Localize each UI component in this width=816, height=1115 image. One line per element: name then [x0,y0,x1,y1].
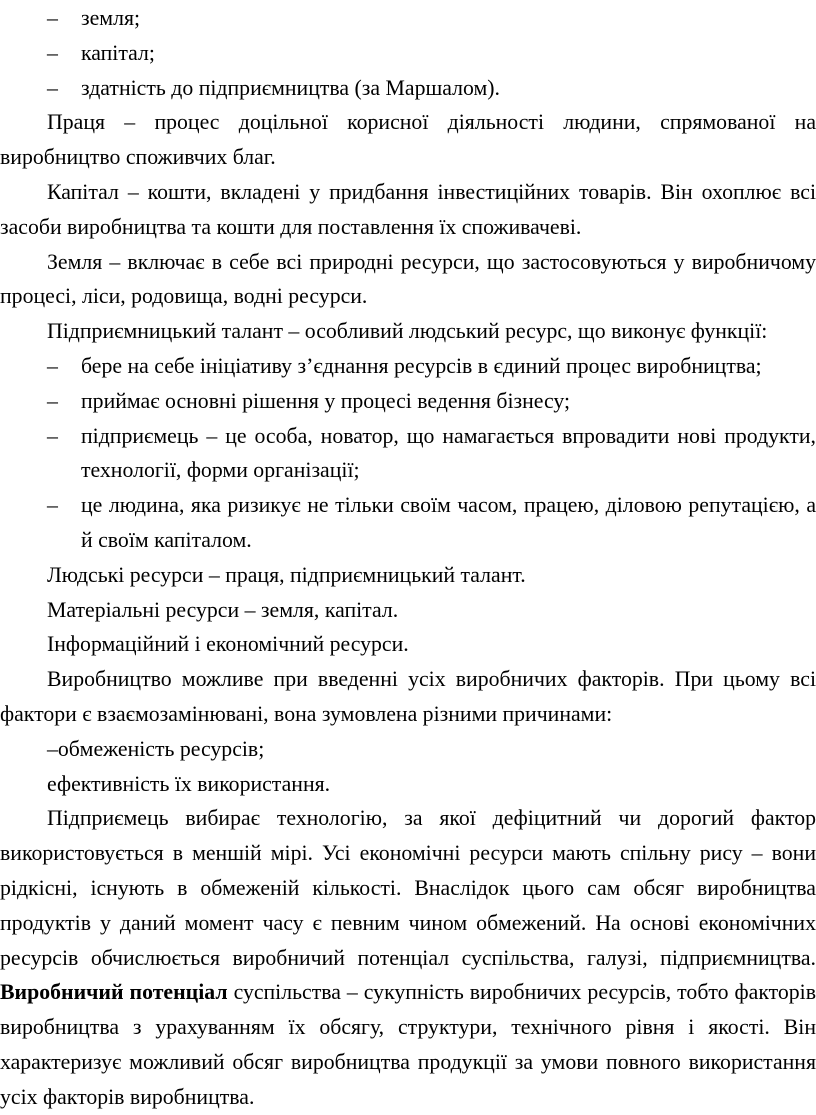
list-item [0,488,816,558]
document-page [0,1,816,1115]
dash-marker: – [47,6,58,30]
term-production-potential: Виробничий потенціал [0,980,228,1005]
dash-marker: – [47,75,58,100]
paragraph-potential-text-2: суспільства – сукупність виробничих ресурсів, тобто факторів виробництва з урахуванням їх обсягу, структури, технічного рівня і якості. Він характеризує можливий обсяг виробництва продукції за умови повного використання усіх факторів виробництва. [0,980,816,1109]
list-item-text: здатність до підприємництва (за Маршалом). [81,75,500,100]
list-item [0,384,816,419]
list-item-text: це людина, яка ризикує не тільки своїм часом, працею, діловою репутацією, а й своїм капіталом. [81,493,816,552]
paragraph-efficiency: ефективність їх використання. [47,771,331,796]
list-item [0,349,816,384]
list-item [0,1,816,36]
dash-marker: – [47,423,58,448]
paragraph-info-resources: Інформаційний і економічний ресурси. [47,632,409,657]
list-item-text: приймає основні рішення у процесі ведення бізнесу; [81,388,571,413]
list-item-text: підприємець – це особа, новатор, що намагається впровадити нові продукти, технології, форми організації; [81,423,816,483]
list-item [0,71,816,106]
paragraph-talent: Підприємницький талант – особливий людський ресурс, що виконує функції: [47,319,768,344]
paragraph-land: Земля – включає в себе всі природні ресурси, що застосовуються у виробничому процесі, ліси, родовища, водні ресурси. [0,249,816,309]
paragraph-labor: Праця – процес доцільної корисної діяльності людини, спрямованої на виробництво споживчих благ. [0,110,816,170]
paragraph-production: Виробництво можливе при введенні усіх виробничих факторів. При цьому всі фактори є взаємозамінювані, вона зумовлена різними причинами: [0,667,816,726]
paragraph-material-resources: Матеріальні ресурси – земля, капітал. [47,597,399,622]
dash-marker: – [47,40,58,65]
list-item [0,36,816,71]
list-item-text: бере на себе ініціативу з’єднання ресурсів в єдиний процес виробництва; [81,353,762,378]
list-item-text: земля; [81,6,141,30]
list-item [0,419,816,489]
paragraph-limited: –обмеженість ресурсів; [47,736,265,761]
dash-marker: – [47,388,58,413]
list-item-text: капітал; [81,40,155,65]
dash-marker: – [47,353,58,378]
dash-marker: – [47,493,58,518]
paragraph-potential [0,801,816,1114]
paragraph-capital: Капітал – кошти, вкладені у придбання інвестиційних товарів. Він охоплює всі засоби виробництва та кошти для поставлення їх споживачеві. [0,179,816,239]
paragraph-potential-text-1: Підприємець вибирає технологію, за якої дефіцитний чи дорогий фактор використовується в меншій мірі. Усі економічні ресурси мають спільну рису – вони рідкісні, існують в обмеженій кількості. Внаслідок цього сам обсяг виробництва продуктів у даний момент часу є певним чином обмежений. На основі економічних ресурсів обчислюється виробничий потенціал суспільства, галузі, підприємництва. [0,806,816,970]
paragraph-human-resources: Людські ресурси – праця, підприємницький талант. [47,562,526,587]
